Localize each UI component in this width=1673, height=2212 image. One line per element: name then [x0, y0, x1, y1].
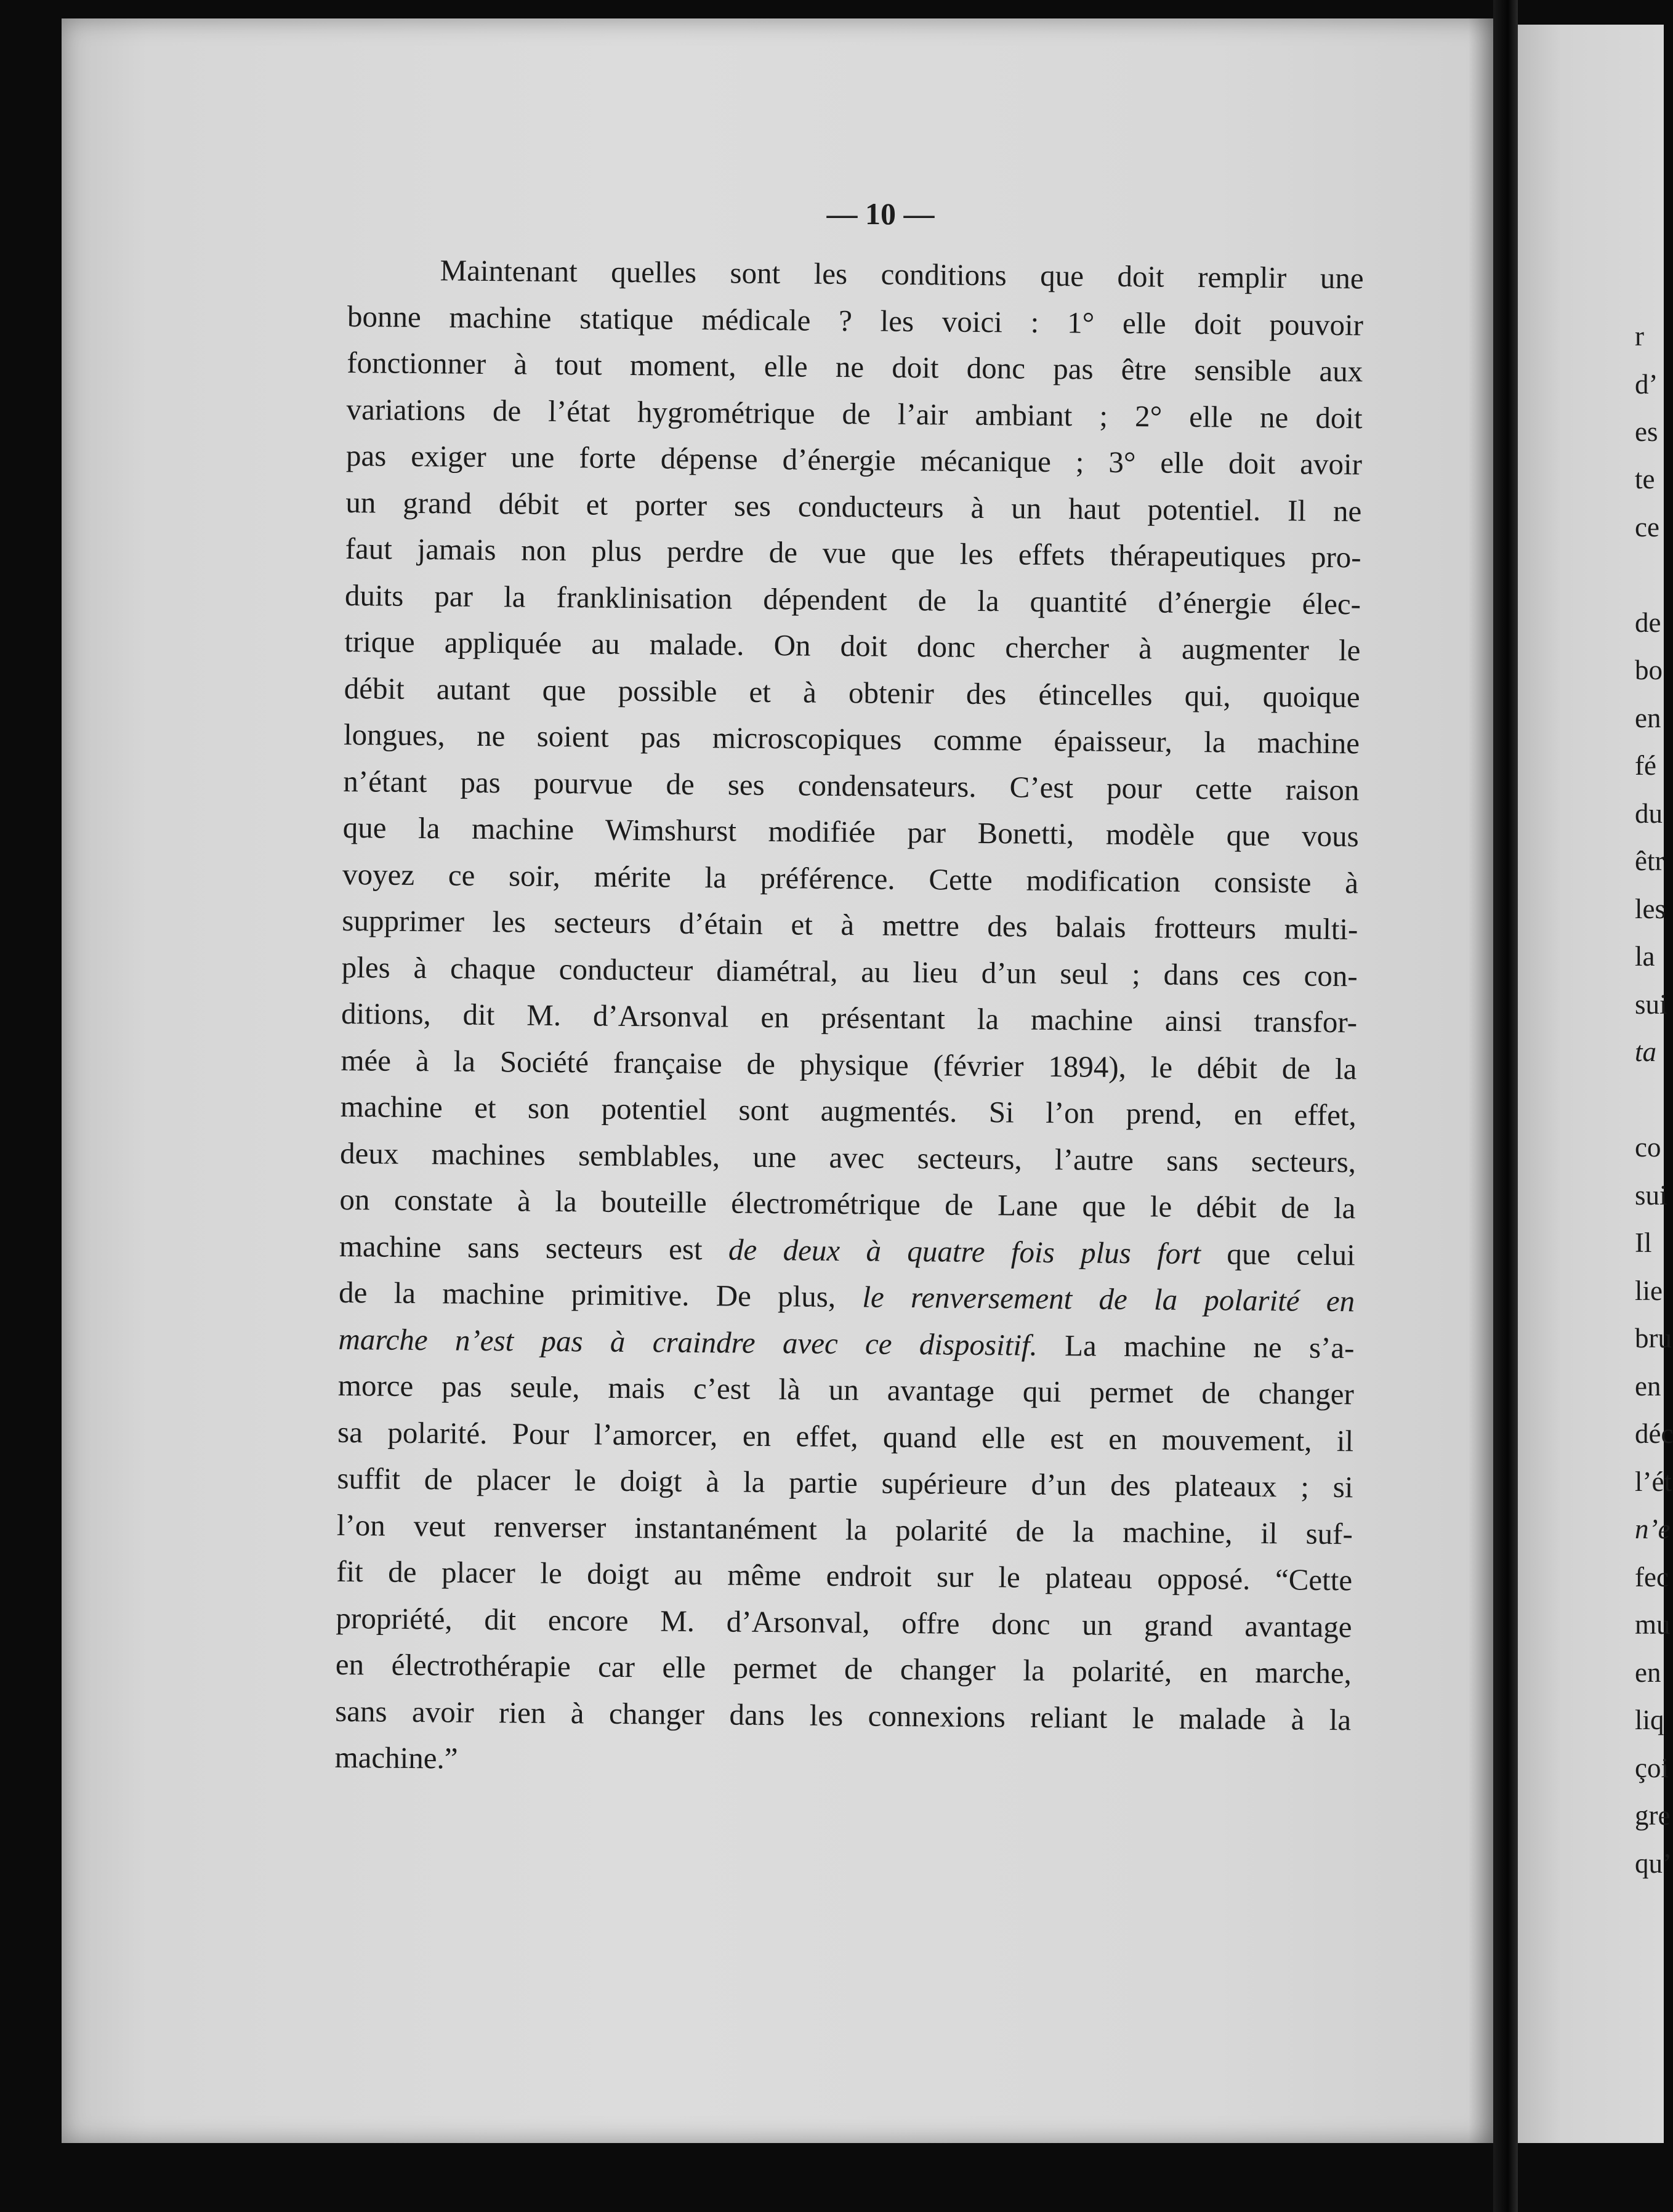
- facing-page-fragment: déc: [1635, 1418, 1673, 1449]
- text-line: fonctionner à tout moment, elle ne doit donc pas être sensible aux: [347, 345, 1363, 389]
- text-line: suffit de placer le doigt à la partie supérieure d’un des plateaux ; si: [337, 1461, 1353, 1504]
- facing-page-fragment: la: [1635, 941, 1655, 972]
- facing-page-fragment: ce: [1635, 512, 1659, 543]
- text-line: longues, ne soient pas microscopiques comme épaisseur, la machine: [343, 717, 1360, 761]
- body-paragraph: [334, 246, 1364, 1790]
- text-line: trique appliquée au malade. On doit donc chercher à augmenter le: [344, 624, 1361, 668]
- text-line: sans avoir rien à changer dans les connexions reliant le malade à la: [335, 1693, 1352, 1737]
- facing-page-fragment: sui: [1635, 1180, 1667, 1211]
- text-line: en électrothérapie car elle permet de changer la polarité, en marche,: [335, 1647, 1352, 1690]
- facing-page-fragment: d’: [1635, 369, 1658, 400]
- facing-page-fragment: du: [1635, 798, 1663, 829]
- facing-page-fragment: liq: [1635, 1705, 1664, 1735]
- text-line: Maintenant quelles sont les conditions que doit remplir une: [440, 253, 1364, 296]
- text-line: on constate à la bouteille électrométrique de Lane que le débit de la: [339, 1182, 1356, 1225]
- facing-page-fragment: sui: [1635, 989, 1667, 1020]
- text-line: deux machines semblables, une avec secteurs, l’autre sans secteurs,: [339, 1136, 1357, 1179]
- facing-page-fragment: les: [1635, 894, 1666, 924]
- facing-page-fragment: fec: [1635, 1562, 1669, 1592]
- text-line: mée à la Société française de physique (février 1894), le débit de la: [341, 1043, 1357, 1086]
- text-line: machine.”: [334, 1740, 458, 1775]
- italic-text: marche n’est pas à craindre avec ce dispositif.: [338, 1322, 1038, 1362]
- facing-page-fragment: çoi: [1635, 1753, 1669, 1783]
- text-line: l’on veut renverser instantanément la polarité de la machine, il suf-: [336, 1508, 1353, 1551]
- facing-page-fragment: en: [1635, 1657, 1661, 1688]
- italic-text: le renversement de la polarité en: [862, 1280, 1355, 1318]
- text-line: un grand débit et porter ses conducteurs à un haut potentiel. Il ne: [345, 485, 1362, 528]
- facing-page-fragment: r: [1635, 321, 1644, 352]
- text-line: [338, 1315, 1355, 1371]
- page-number: — 10 —: [826, 196, 935, 231]
- text-line: n’étant pas pourvue de ses condensateurs. C’est pour cette raison: [343, 764, 1360, 807]
- text-line: fit de placer le doigt au même endroit sur le plateau opposé. “Cette: [336, 1554, 1353, 1597]
- facing-page-fragment: en: [1635, 1371, 1661, 1402]
- text-line: morce pas seule, mais c’est là un avantage qui permet de changer: [337, 1368, 1355, 1411]
- facing-page-fragment: Il: [1635, 1227, 1652, 1258]
- text-line: pas exiger une forte dépense d’énergie mécanique ; 3° elle doit avoir: [345, 438, 1363, 482]
- text-run: que celui: [1200, 1236, 1356, 1272]
- facing-page-fragment: qu’: [1635, 1848, 1672, 1879]
- text-line: faut jamais non plus perdre de vue que les effets thérapeutiques pro-: [345, 531, 1361, 575]
- text-line: ples à chaque conducteur diamétral, au lieu d’un seul ; dans ces con-: [341, 950, 1358, 993]
- facing-page-fragment: co: [1635, 1132, 1661, 1163]
- text-line: [339, 1269, 1355, 1325]
- text-line: sa polarité. Pour l’amorcer, en effet, quand elle est en mouvement, il: [337, 1415, 1354, 1458]
- book-gutter: [1493, 0, 1518, 2212]
- facing-page-fragment: de: [1635, 607, 1661, 638]
- text-run: de la machine primitive. De plus,: [338, 1275, 863, 1314]
- facing-page-fragment: bru: [1635, 1323, 1672, 1354]
- facing-page-fragment: ta: [1635, 1036, 1657, 1067]
- italic-text: de deux à quatre fois plus fort: [728, 1232, 1201, 1270]
- text-line: ditions, dit M. d’Arsonval en présentant la machine ainsi transfor-: [341, 996, 1358, 1039]
- facing-page-fragment: êtr: [1635, 846, 1664, 876]
- text-run: machine sans secteurs est: [339, 1229, 729, 1266]
- facing-page-fragment: l’ét: [1635, 1466, 1672, 1497]
- facing-page-fragment: te: [1635, 464, 1655, 494]
- facing-page-fragment: es: [1635, 416, 1658, 447]
- text-line: propriété, dit encore M. d’Arsonval, offre donc un grand avantage: [336, 1600, 1352, 1644]
- facing-page-fragment: n’e: [1635, 1514, 1671, 1544]
- text-line: voyez ce soir, mérite la préférence. Cette modification consiste à: [342, 857, 1359, 900]
- facing-page-fragment: gre: [1635, 1800, 1671, 1831]
- facing-page-fragment: bo: [1635, 655, 1663, 685]
- text-line: que la machine Wimshurst modifiée par Bonetti, modèle que vous: [342, 810, 1359, 854]
- facing-page-fragment: lie: [1635, 1275, 1663, 1306]
- text-run: La machine ne s’a-: [1037, 1328, 1355, 1365]
- text-line: supprimer les secteurs d’étain et à mettre des balais frotteurs multi-: [342, 903, 1358, 947]
- text-line: [339, 1222, 1356, 1278]
- text-line: machine et son potentiel sont augmentés. Si l’on prend, en effet,: [340, 1089, 1357, 1132]
- facing-page-fragment: fé: [1635, 750, 1656, 781]
- text-line: bonne machine statique médicale ? les voici : 1° elle doit pouvoir: [347, 299, 1364, 342]
- text-line: variations de l’état hygrométrique de l’air ambiant ; 2° elle ne doit: [346, 392, 1363, 435]
- text-line: duits par la franklinisation dépendent de la quantité d’énergie élec-: [344, 578, 1361, 621]
- text-line: débit autant que possible et à obtenir des étincelles qui, quoique: [344, 671, 1360, 714]
- facing-page-fragment: en: [1635, 703, 1661, 733]
- facing-page-fragment: mu: [1635, 1609, 1671, 1640]
